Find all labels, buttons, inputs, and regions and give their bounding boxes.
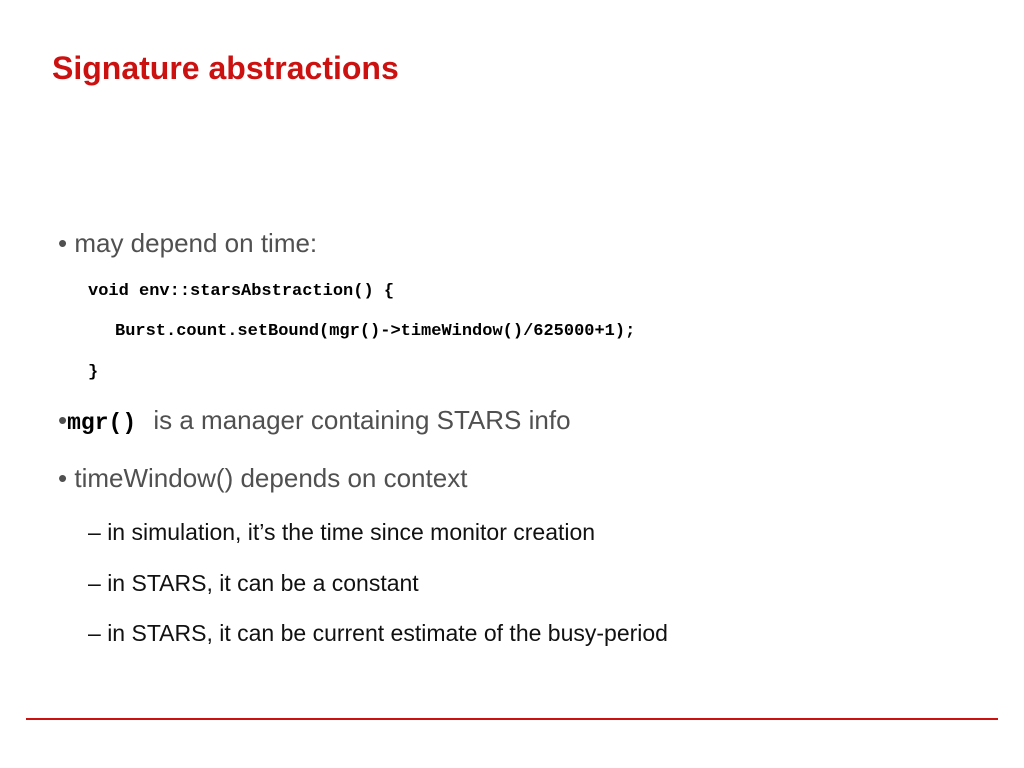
sub-item-marker: – (88, 519, 101, 545)
footer-divider (26, 718, 998, 720)
sub-item-marker: – (88, 570, 101, 596)
code-line-2: Burst.count.setBound(mgr()->timeWindow()/625000+1); (115, 322, 636, 341)
bullet-time-dependence (58, 228, 317, 259)
bullet-timewindow (58, 463, 467, 494)
mgr-code: mgr() (67, 410, 137, 436)
bullet-marker: • (58, 463, 68, 493)
sub-item-constant (88, 570, 419, 597)
bullet-text: timeWindow() depends on context (74, 463, 468, 493)
bullet-text: may depend on time: (74, 228, 318, 258)
bullet-text: is a manager containing STARS info (153, 405, 571, 435)
bullet-marker: • (58, 228, 68, 258)
sub-item-text: in simulation, it’s the time since monitor creation (107, 519, 596, 545)
bullet-mgr (58, 405, 571, 436)
sub-item-simulation (88, 519, 595, 546)
sub-item-text: in STARS, it can be a constant (107, 570, 419, 596)
sub-item-marker: – (88, 620, 101, 646)
bullet-marker: • (58, 405, 68, 435)
code-line-1: void env::starsAbstraction() { (88, 282, 395, 301)
sub-item-busy-period (88, 620, 668, 647)
sub-item-text: in STARS, it can be current estimate of the busy-period (107, 620, 668, 646)
slide-title: Signature abstractions (52, 50, 399, 86)
code-line-3: } (88, 363, 99, 382)
